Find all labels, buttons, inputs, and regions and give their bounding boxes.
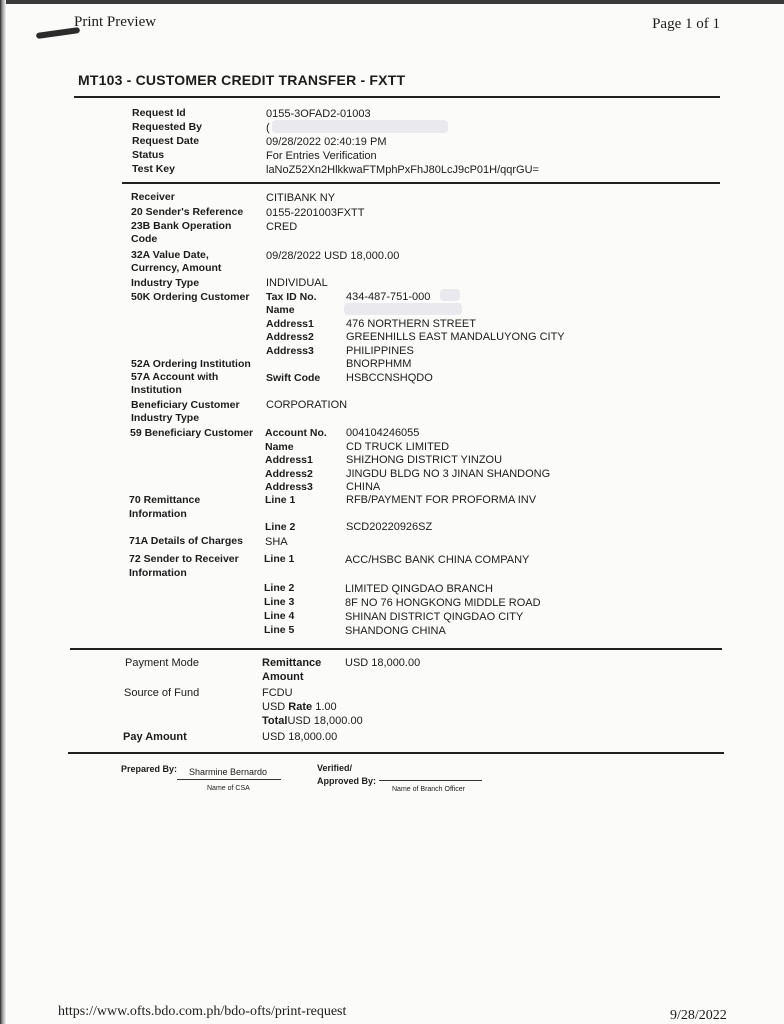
remittance-line2-label: Line 2	[265, 521, 296, 533]
document-title: MT103 - CUSTOMER CREDIT TRANSFER - FXTT	[78, 72, 406, 88]
s2r-line-value: ACC/HSBC BANK CHINA COMPANY	[345, 554, 530, 566]
ordering-name-label: Name	[266, 304, 295, 316]
request-id-value: 0155-3OFAD2-01003	[266, 108, 371, 120]
receiver-value: CITIBANK NY	[266, 192, 336, 204]
request-date-value: 09/28/2022 02:40:19 PM	[266, 136, 387, 148]
status-label: Status	[132, 149, 165, 161]
request-id-label: Request Id	[132, 107, 186, 119]
officer-signature-line	[379, 780, 482, 781]
value-date-value: 09/28/2022 USD 18,000.00	[266, 250, 400, 262]
redaction-mark	[272, 120, 448, 133]
ordering-customer-label: 50K Ordering Customer	[131, 291, 250, 303]
officer-caption: Name of Branch Officer	[392, 786, 466, 793]
remittance-info-label-2: Information	[129, 508, 187, 520]
beneficiary-customer-label: 59 Beneficiary Customer	[130, 427, 254, 439]
tax-id-label: Tax ID No.	[266, 291, 317, 303]
test-key-value: laNoZ52Xn2HlkkwaFTMphPxFhJ80LcJ9cP01H/qqrGU=	[266, 164, 539, 176]
sender-to-receiver-label-2: Information	[129, 567, 187, 579]
scan-left-edge	[0, 0, 6, 1024]
remittance-amount-value: USD 18,000.00	[345, 657, 421, 669]
bank-op-label-2: Code	[131, 233, 158, 245]
pay-amount-value: USD 18,000.00	[262, 731, 338, 743]
sender-to-receiver-label: 72 Sender to Receiver	[129, 553, 239, 565]
section-rule	[122, 182, 720, 184]
redaction-mark	[440, 289, 460, 301]
bank-op-label: 23B Bank Operation	[131, 220, 232, 232]
title-rule	[74, 96, 720, 98]
footer-date: 9/28/2022	[670, 1008, 727, 1023]
ordering-address3-label: Address3	[266, 345, 314, 357]
ordering-institution-value: BNORPHMM	[346, 358, 412, 370]
value-date-label: 32A Value Date,	[131, 249, 209, 261]
swift-code-value: HSBCCNSHQDO	[346, 372, 433, 384]
status-value: For Entries Verification	[266, 150, 377, 162]
receiver-label: Receiver	[131, 191, 175, 203]
industry-type-label: Industry Type	[131, 277, 200, 289]
account-with-label-2: Institution	[131, 384, 182, 396]
value-date-label-2: Currency, Amount	[131, 262, 222, 274]
remittance-line1-label: Line 1	[265, 494, 296, 506]
ordering-address1-label: Address1	[266, 318, 314, 330]
bank-op-value: CRED	[266, 221, 298, 233]
verified-label: Verified/	[317, 763, 353, 773]
total-line	[262, 715, 363, 728]
beneficiary-address3-value: CHINA	[346, 481, 381, 493]
account-with-label: 57A Account with	[131, 371, 219, 383]
beneficiary-address1-value: SHIZHONG DISTRICT YINZOU	[346, 454, 503, 466]
ordering-address2-label: Address2	[266, 331, 314, 343]
page-indicator: Page 1 of 1	[652, 16, 720, 32]
ordering-address3-value: PHILIPPINES	[346, 345, 414, 357]
payment-mode-label: Payment Mode	[125, 657, 199, 669]
source-of-fund-value: FCDU	[262, 687, 293, 699]
prepared-by-name: Sharmine Bernardo	[189, 767, 268, 777]
beneficiary-address2-value: JINGDU BLDG NO 3 JINAN SHANDONG	[346, 468, 551, 480]
remittance-amount-label-2: Amount	[262, 671, 304, 683]
footer-url: https://www.ofts.bdo.com.ph/bdo-ofts/print-request	[58, 1004, 347, 1019]
ordering-institution-label: 52A Ordering Institution	[131, 358, 251, 370]
s2r-line-value: 8F NO 76 HONGKONG MIDDLE ROAD	[345, 597, 541, 609]
csa-signature-line	[177, 779, 281, 780]
remittance-info-label: 70 Remittance	[129, 494, 201, 506]
rate-currency: USD	[262, 701, 286, 713]
beneficiary-address2-label: Address2	[265, 468, 313, 480]
ordering-address1-value: 476 NORTHERN STREET	[346, 318, 476, 330]
test-key-label: Test Key	[132, 163, 175, 175]
section-rule	[68, 752, 724, 754]
senders-ref-value: 0155-2201003FXTT	[266, 207, 365, 219]
remittance-amount-label: Remittance	[262, 657, 322, 669]
account-no-value: 004104246055	[346, 427, 420, 439]
print-preview-title: Print Preview	[74, 14, 157, 30]
s2r-line-value: LIMITED QINGDAO BRANCH	[345, 583, 493, 595]
section-rule	[70, 648, 722, 650]
source-of-fund-label: Source of Fund	[124, 687, 200, 699]
s2r-line-value: SHANDONG CHINA	[345, 625, 446, 637]
requested-by-label: Requested By	[132, 121, 203, 133]
pay-amount-label: Pay Amount	[123, 731, 187, 743]
csa-caption: Name of CSA	[207, 785, 250, 792]
prepared-by-label: Prepared By:	[121, 764, 178, 774]
redaction-mark	[344, 303, 462, 315]
remittance-line1-value: RFB/PAYMENT FOR PROFORMA INV	[346, 494, 537, 506]
s2r-line-label: Line 3	[264, 596, 295, 608]
s2r-line-value: SHINAN DISTRICT QINGDAO CITY	[345, 611, 524, 623]
account-no-label: Account No.	[265, 427, 327, 439]
swift-code-label: Swift Code	[266, 372, 321, 384]
details-of-charges-label: 71A Details of Charges	[129, 535, 243, 547]
total-value: USD 18,000.00	[287, 715, 363, 727]
senders-ref-label: 20 Sender's Reference	[131, 206, 244, 218]
approved-by-label: Approved By:	[317, 776, 377, 786]
total-label: Total	[262, 715, 288, 727]
beneficiary-type-label-2: Industry Type	[131, 412, 200, 424]
s2r-line-label: Line 1	[264, 553, 295, 565]
details-of-charges-value: SHA	[265, 536, 288, 548]
s2r-line-label: Line 5	[264, 624, 295, 636]
industry-type-value: INDIVIDUAL	[266, 277, 328, 289]
ordering-address2-value: GREENHILLS EAST MANDALUYONG CITY	[346, 331, 565, 343]
s2r-line-label: Line 4	[264, 610, 295, 622]
s2r-line-label: Line 2	[264, 582, 295, 594]
beneficiary-name-label: Name	[265, 441, 294, 453]
scan-top-edge	[0, 0, 784, 4]
beneficiary-address3-label: Address3	[265, 481, 313, 493]
beneficiary-name-value: CD TRUCK LIMITED	[346, 441, 450, 453]
requested-by-value: (	[266, 122, 270, 134]
tax-id-value: 434-487-751-000	[346, 291, 431, 303]
request-date-label: Request Date	[132, 135, 200, 147]
beneficiary-address1-label: Address1	[265, 454, 313, 466]
beneficiary-type-value: CORPORATION	[266, 399, 348, 411]
rate-label: Rate	[288, 701, 313, 713]
beneficiary-type-label: Beneficiary Customer	[131, 399, 240, 411]
remittance-line2-value: SCD20220926SZ	[346, 521, 433, 533]
usd-rate-line	[262, 701, 337, 714]
rate-value: 1.00	[315, 701, 337, 713]
